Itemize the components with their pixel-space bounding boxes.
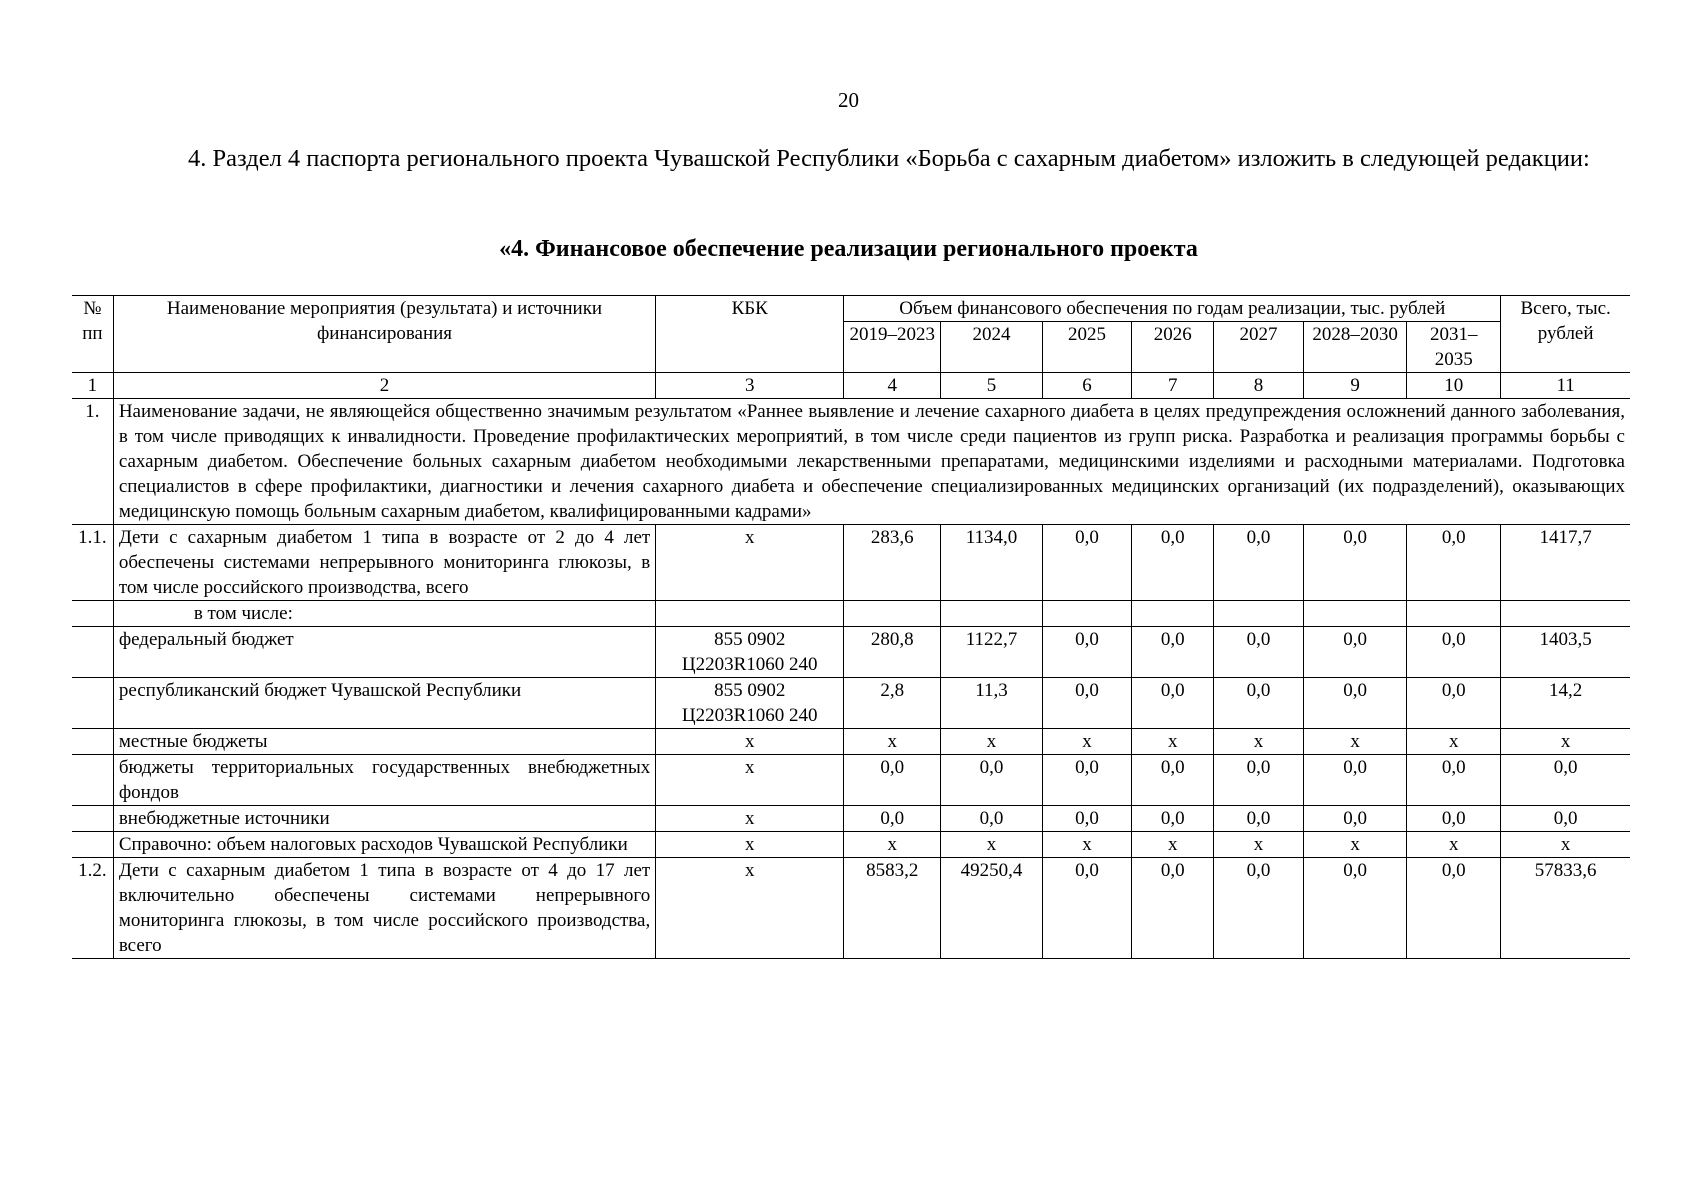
table-body [72, 399, 1630, 959]
row-value: 0,0 [1303, 858, 1406, 959]
row-value: 49250,4 [941, 858, 1042, 959]
row-kbk: 855 0902 Ц2203R1060 240 [656, 627, 844, 678]
row-value [941, 601, 1042, 627]
column-number: 9 [1303, 373, 1406, 399]
row-value: 0,0 [1042, 858, 1132, 959]
task-num: 1. [72, 399, 113, 525]
row-total: 0,0 [1501, 755, 1630, 806]
header-year: 2028–2030 [1303, 322, 1406, 373]
row-name: Дети с сахарным диабетом 1 типа в возрасте от 4 до 17 лет включительно обеспечены системами непрерывного мониторинга глюкозы, в том числе российского производства, всего [113, 858, 655, 959]
row-value: 0,0 [1303, 755, 1406, 806]
row-value: x [1407, 729, 1501, 755]
row-value: 0,0 [844, 755, 941, 806]
row-num [72, 832, 113, 858]
header-year: 2025 [1042, 322, 1132, 373]
row-name: в том числе: [113, 601, 655, 627]
table-row [72, 858, 1630, 959]
row-value [1303, 601, 1406, 627]
header-year: 2026 [1132, 322, 1214, 373]
row-value: 1122,7 [941, 627, 1042, 678]
table-row [72, 755, 1630, 806]
financing-table [72, 295, 1630, 959]
row-total: x [1501, 729, 1630, 755]
row-value [1132, 601, 1214, 627]
row-total: 57833,6 [1501, 858, 1630, 959]
header-year: 2019–2023 [844, 322, 941, 373]
row-value: 0,0 [1407, 627, 1501, 678]
row-num: 1.1. [72, 525, 113, 601]
section-title: «4. Финансовое обеспечение реализации регионального проекта [499, 236, 1198, 262]
table-row [72, 627, 1630, 678]
row-value: x [1042, 729, 1132, 755]
row-value: x [1303, 832, 1406, 858]
row-num [72, 627, 113, 678]
column-numbers-row [72, 373, 1630, 399]
intro-paragraph: 4. Раздел 4 паспорта регионального проекта Чувашской Республики «Борьба с сахарным диабетом» изложить в следующей редакции: [188, 145, 1590, 172]
row-total: 1417,7 [1501, 525, 1630, 601]
row-kbk: x [656, 729, 844, 755]
row-value: x [1214, 729, 1304, 755]
row-value: 1134,0 [941, 525, 1042, 601]
row-value: 0,0 [1407, 806, 1501, 832]
row-value: 0,0 [1132, 755, 1214, 806]
row-value: x [1042, 832, 1132, 858]
row-value: 0,0 [1042, 678, 1132, 729]
row-total: 14,2 [1501, 678, 1630, 729]
row-value: 0,0 [1407, 525, 1501, 601]
row-kbk: x [656, 858, 844, 959]
column-number: 1 [72, 373, 113, 399]
row-value: 280,8 [844, 627, 941, 678]
row-kbk [656, 601, 844, 627]
row-value: x [941, 832, 1042, 858]
row-value: 0,0 [844, 806, 941, 832]
column-number: 8 [1214, 373, 1304, 399]
header-num: № пп [72, 296, 113, 373]
header-kbk: КБК [656, 296, 844, 373]
table-row [72, 525, 1630, 601]
row-total: x [1501, 832, 1630, 858]
row-num [72, 729, 113, 755]
table-row [72, 832, 1630, 858]
row-name: внебюджетные источники [113, 806, 655, 832]
row-value: 0,0 [1303, 806, 1406, 832]
row-total: 1403,5 [1501, 627, 1630, 678]
row-value: 0,0 [1132, 858, 1214, 959]
header-year: 2027 [1214, 322, 1304, 373]
row-value: 0,0 [1407, 858, 1501, 959]
row-value: 0,0 [1214, 858, 1304, 959]
row-name: бюджеты территориальных государственных внебюджетных фондов [113, 755, 655, 806]
row-value: 0,0 [1042, 627, 1132, 678]
row-value: 2,8 [844, 678, 941, 729]
row-kbk: 855 0902 Ц2203R1060 240 [656, 678, 844, 729]
row-value: 0,0 [1214, 525, 1304, 601]
row-value [1042, 601, 1132, 627]
row-num [72, 806, 113, 832]
row-value: x [1407, 832, 1501, 858]
header-year: 2031–2035 [1407, 322, 1501, 373]
row-value: 0,0 [1214, 678, 1304, 729]
row-value: 11,3 [941, 678, 1042, 729]
column-number: 2 [113, 373, 655, 399]
column-number: 5 [941, 373, 1042, 399]
row-kbk: x [656, 832, 844, 858]
row-num [72, 601, 113, 627]
row-value: x [844, 729, 941, 755]
row-value: 0,0 [1132, 678, 1214, 729]
row-num [72, 678, 113, 729]
row-value: 0,0 [1042, 755, 1132, 806]
column-number: 6 [1042, 373, 1132, 399]
row-value: 0,0 [1303, 525, 1406, 601]
row-value: 0,0 [1042, 806, 1132, 832]
header-volume: Объем финансового обеспечения по годам реализации, тыс. рублей [844, 296, 1501, 322]
row-value: 0,0 [1214, 806, 1304, 832]
row-value: 0,0 [1214, 755, 1304, 806]
column-number: 11 [1501, 373, 1630, 399]
row-value: x [941, 729, 1042, 755]
header-year: 2024 [941, 322, 1042, 373]
row-value: x [1214, 832, 1304, 858]
row-num [72, 755, 113, 806]
row-name: местные бюджеты [113, 729, 655, 755]
row-value [1214, 601, 1304, 627]
row-value: x [844, 832, 941, 858]
row-value [844, 601, 941, 627]
row-value [1407, 601, 1501, 627]
header-name: Наименование мероприятия (результата) и источники финансирования [113, 296, 655, 373]
row-value: 8583,2 [844, 858, 941, 959]
table-row [72, 729, 1630, 755]
row-value: 0,0 [941, 755, 1042, 806]
column-number: 4 [844, 373, 941, 399]
row-value: 0,0 [1132, 806, 1214, 832]
task-row [72, 399, 1630, 525]
row-name: Дети с сахарным диабетом 1 типа в возрасте от 2 до 4 лет обеспечены системами непрерывного мониторинга глюкозы, в том числе российского производства, всего [113, 525, 655, 601]
column-number: 10 [1407, 373, 1501, 399]
row-value: 0,0 [1214, 627, 1304, 678]
table-row [72, 601, 1630, 627]
row-value: x [1132, 832, 1214, 858]
row-value: 0,0 [1303, 627, 1406, 678]
row-name: республиканский бюджет Чувашской Республики [113, 678, 655, 729]
header-total: Всего, тыс. рублей [1501, 296, 1630, 373]
column-number: 3 [656, 373, 844, 399]
row-value: 0,0 [1132, 525, 1214, 601]
row-value: 0,0 [1042, 525, 1132, 601]
column-number: 7 [1132, 373, 1214, 399]
row-kbk: x [656, 525, 844, 601]
row-value: 0,0 [1407, 755, 1501, 806]
row-kbk: x [656, 806, 844, 832]
row-value: 0,0 [1132, 627, 1214, 678]
page-number: 20 [838, 88, 859, 112]
row-value: 0,0 [1407, 678, 1501, 729]
row-total: 0,0 [1501, 806, 1630, 832]
row-name: федеральный бюджет [113, 627, 655, 678]
task-text: Наименование задачи, не являющейся общественно значимым результатом «Раннее выявление и лечение сахарного диабета в целях предупреждения осложнений данного заболевания, в том числе приводящих к инвалидности. Проведение профилактических мероприятий, в том числе среди пациентов из групп риска. Разработка и реализация программы борьбы с сахарным диабетом. Обеспечение больных сахарным диабетом необходимыми лекарственными препаратами, медицинскими изделиями и расходными материалами. Подготовка специалистов в сфере профилактики, диагностики и лечения сахарного диабета и обеспечение специализированных медицинских организаций (их подразделений), оказывающих медицинскую помощь больным сахарным диабетом, квалифицированными кадрами» [113, 399, 1630, 525]
row-value: 0,0 [941, 806, 1042, 832]
row-value: 0,0 [1303, 678, 1406, 729]
row-num: 1.2. [72, 858, 113, 959]
row-name: Справочно: объем налоговых расходов Чувашской Республики [113, 832, 655, 858]
row-value: 283,6 [844, 525, 941, 601]
row-value: x [1303, 729, 1406, 755]
row-total [1501, 601, 1630, 627]
table-row [72, 678, 1630, 729]
table-row [72, 806, 1630, 832]
row-kbk: x [656, 755, 844, 806]
row-value: x [1132, 729, 1214, 755]
